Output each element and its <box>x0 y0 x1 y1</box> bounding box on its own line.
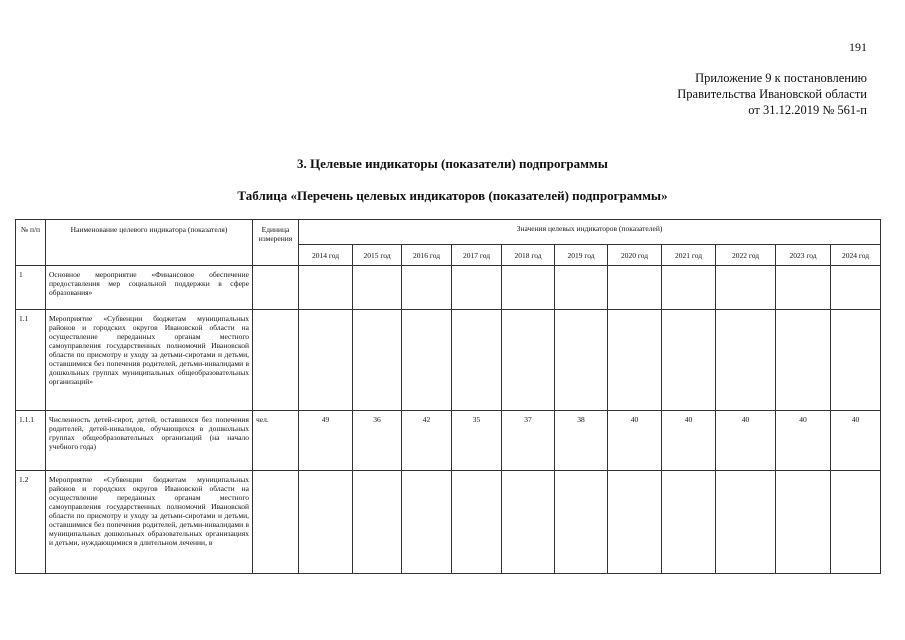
row-value <box>716 266 776 310</box>
row-value: 40 <box>831 411 881 471</box>
row-num: 1.1 <box>16 310 46 411</box>
row-unit <box>253 310 299 411</box>
row-value: 36 <box>353 411 402 471</box>
header-year: 2022 год <box>716 245 776 266</box>
row-value <box>608 471 662 574</box>
table-row <box>16 411 881 471</box>
header-year: 2020 год <box>608 245 662 266</box>
row-value <box>831 471 881 574</box>
row-value <box>776 310 831 411</box>
row-value <box>555 471 608 574</box>
row-unit: чел. <box>253 411 299 471</box>
table-title: Таблица «Перечень целевых индикаторов (показателей) подпрограммы» <box>237 188 668 203</box>
row-value <box>353 471 402 574</box>
table-row <box>16 471 881 574</box>
row-value <box>555 310 608 411</box>
header-num: № п/п <box>16 220 46 266</box>
row-name: Мероприятие «Субвенции бюджетам муниципальных районов и городских округов Ивановской области на осуществление переданных органам местного самоуправления государственных полномочий Ивановской области по присмотру и уходу за детьми-сиротами и детьми, оставшимися без попечения родителей, детьми-инвалидами в дошкольных группах муниципальных общеобразовательных организаций» <box>46 310 253 411</box>
row-value: 40 <box>716 411 776 471</box>
row-num: 1.2 <box>16 471 46 574</box>
row-num: 1 <box>16 266 46 310</box>
row-value <box>299 310 353 411</box>
row-value <box>776 266 831 310</box>
row-value <box>608 266 662 310</box>
header-year: 2014 год <box>299 245 353 266</box>
row-value: 40 <box>662 411 716 471</box>
header-year: 2019 год <box>555 245 608 266</box>
row-unit <box>253 471 299 574</box>
header-year: 2015 год <box>353 245 402 266</box>
row-unit <box>253 266 299 310</box>
row-value <box>402 310 452 411</box>
row-value: 40 <box>776 411 831 471</box>
row-value <box>608 310 662 411</box>
header-year: 2021 год <box>662 245 716 266</box>
row-name: Численность детей-сирот, детей, оставшихся без попечения родителей, детей-инвалидов, обучающихся в дошкольных группах общеобразовательных организаций (на начало учебного года) <box>46 411 253 471</box>
header-year: 2016 год <box>402 245 452 266</box>
row-value <box>353 266 402 310</box>
row-value: 35 <box>452 411 502 471</box>
header-year: 2017 год <box>452 245 502 266</box>
row-value <box>402 266 452 310</box>
row-value <box>662 310 716 411</box>
row-value <box>662 471 716 574</box>
row-value <box>452 471 502 574</box>
row-value <box>299 471 353 574</box>
row-value: 42 <box>402 411 452 471</box>
row-value <box>776 471 831 574</box>
indicators-table <box>15 219 881 574</box>
row-value <box>452 266 502 310</box>
appendix-line-3: от 31.12.2019 № 561-п <box>748 103 867 117</box>
row-value <box>831 310 881 411</box>
row-value: 40 <box>608 411 662 471</box>
row-value <box>716 471 776 574</box>
row-value <box>299 266 353 310</box>
row-name: Основное мероприятие «Финансовое обеспечение предоставления мер социальной поддержки в сфере образования» <box>46 266 253 310</box>
row-value <box>353 310 402 411</box>
header-name: Наименование целевого индикатора (показателя) <box>46 220 253 266</box>
row-value <box>402 471 452 574</box>
header-year: 2018 год <box>502 245 555 266</box>
row-value <box>662 266 716 310</box>
row-value <box>502 310 555 411</box>
row-value <box>502 266 555 310</box>
header-values: Значения целевых индикаторов (показателей) <box>299 220 881 245</box>
row-name: Мероприятие «Субвенции бюджетам муниципальных районов и городских округов Ивановской области на осуществление переданных органам местного самоуправления государственных полномочий Ивановской области по присмотру и уходу за детьми-сиротами и детьми, оставшимися без попечения родителей, детьми-инвалидами в муниципальных дошкольных образовательных организациях и детьми, нуждающимися в длительном лечении, в <box>46 471 253 574</box>
row-value: 37 <box>502 411 555 471</box>
table-row <box>16 266 881 310</box>
header-year: 2023 год <box>776 245 831 266</box>
row-value <box>716 310 776 411</box>
appendix-line-2: Правительства Ивановской области <box>677 87 867 101</box>
section-title: 3. Целевые индикаторы (показатели) подпрограммы <box>297 156 608 171</box>
appendix-line-1: Приложение 9 к постановлению <box>695 71 867 85</box>
header-year: 2024 год <box>831 245 881 266</box>
table-header-row <box>16 220 881 245</box>
row-value: 38 <box>555 411 608 471</box>
page-number: 191 <box>849 40 867 54</box>
header-unit: Единица измерения <box>253 220 299 266</box>
row-value <box>831 266 881 310</box>
row-value <box>502 471 555 574</box>
row-value <box>555 266 608 310</box>
row-value <box>452 310 502 411</box>
row-num: 1.1.1 <box>16 411 46 471</box>
appendix-block <box>677 70 867 118</box>
table-row <box>16 310 881 411</box>
row-value: 49 <box>299 411 353 471</box>
